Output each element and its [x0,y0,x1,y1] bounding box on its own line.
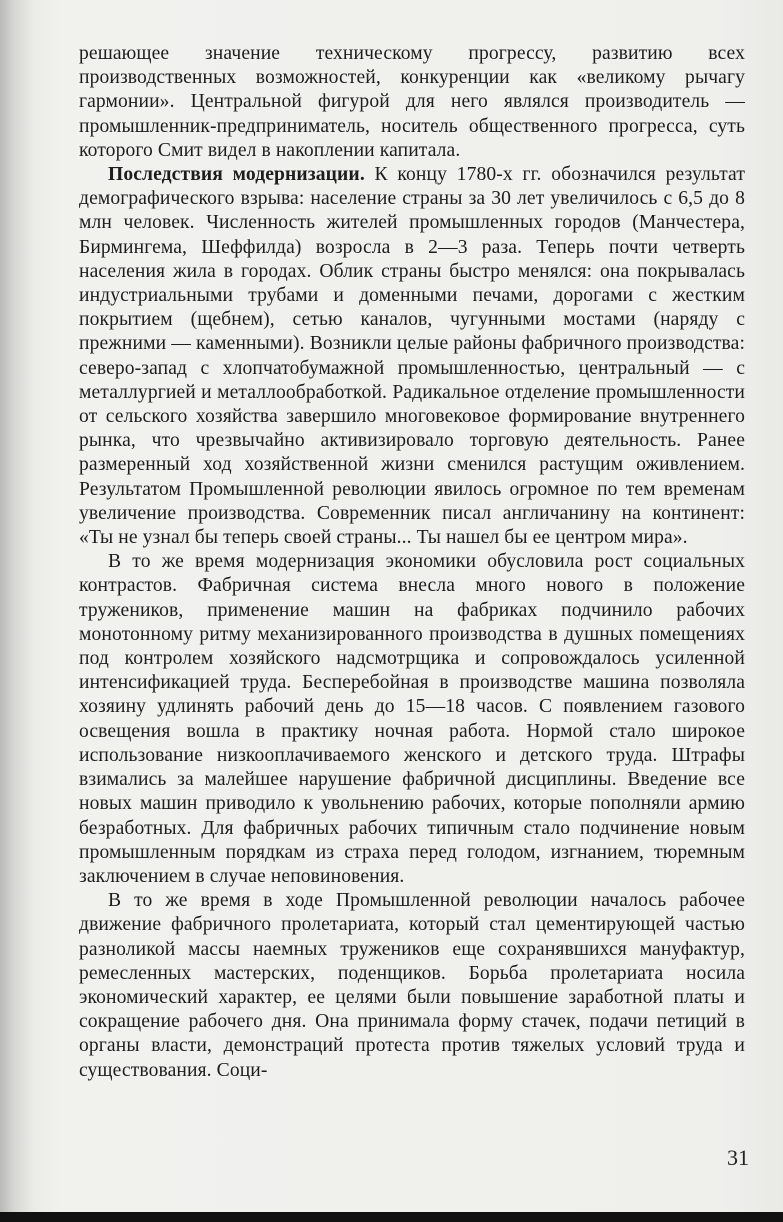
paragraph-social-contrasts [79,550,745,889]
paragraph-text: К концу 1780-х гг. обозначился результат демографического взрыва: население страны за 30 лет увеличилось с 6,5 до 8 млн человек. Численность жителей промышленных городов (Манчестера, Бирмингема, Шеффилда) возросла в 2—3 раза. Теперь почти четверть населения жила в городах. Облик страны быстро менялся: она покрывалась индустриальными трубами и доменными печами, дорогами с жестким покрытием (щебнем), сетью каналов, чугунными мостами (наряду с прежними — каменными). Возникли целые районы фабричного производства: северо-запад с хлопчатобумажной промышленностью, центральный — с металлургией и металлообработкой. Радикальное отделение промышленности от сельского хозяйства завершило многовековое формирование внутреннего рынка, что чрезвычайно активизировало торговую деятельность. Ранее размеренный ход хозяйственной жизни сменился растущим оживлением. Результатом Промышленной революции явилось огромное по тем временам увеличение производства. Современник писал англичанину на континент: «Ты не узнал бы теперь своей страны... Ты нашел бы ее центром мира». [79,164,745,549]
paragraph-text: В то же время в ходе Промышленной революции началось рабочее движение фабричного пролетариата, который стал цементирующей частью разноликой массы наемных тружеников еще сохранявшихся мануфактур, ремесленных мастерских, поденщиков. Борьба пролетариата носила экономический характер, ее целями были повышение заработной платы и сокращение рабочего дня. Она принимала форму стачек, подачи петиций в органы власти, демонстраций протеста против тяжелых условий труда и существования. Соци- [79,890,745,1081]
section-run-in-heading: Последствия модернизации. [108,164,365,186]
scan-bottom-edge [0,1212,783,1222]
paragraph-text: В то же время модернизация экономики обусловила рост социальных контрастов. Фабричная система внесла много нового в положение тружеников, применение машин на фабриках подчинило рабочих монотонному ритму механизированного производства в душных помещениях под контролем хозяйского надсмотрщика и сопровождалось усиленной интенсификацией труда. Бесперебойная в производстве машина позволяла хозяину удлинять рабочий день до 15—18 часов. С появлением газового освещения вошла в практику ночная работа. Нормой стало широкое использование низкооплачиваемого женского и детского труда. Штрафы взимались за малейшее нарушение фабричной дисциплины. Введение все новых машин приводило к увольнению рабочих, которые пополняли армию безработных. Для фабричных рабочих типичным стало подчинение новым промышленным порядкам из страха перед голодом, изгнанием, тюремным заключением в случае неповиновения. [79,551,745,887]
page-number: 31 [727,1145,749,1170]
paragraph-modernization-consequences [79,163,745,550]
paragraph-text: решающее значение техническому прогрессу, развитию всех производственных возможностей, конкуренции как «великому рычагу гармонии». Центральной фигурой для него являлся производитель — промышленник-предприниматель, носитель общественного прогресса, суть которого Смит видел в накоплении капитала. [79,43,745,161]
paragraph-labor-movement [79,889,745,1083]
paragraph-continuation [79,42,745,163]
page-body-text [79,42,745,1083]
